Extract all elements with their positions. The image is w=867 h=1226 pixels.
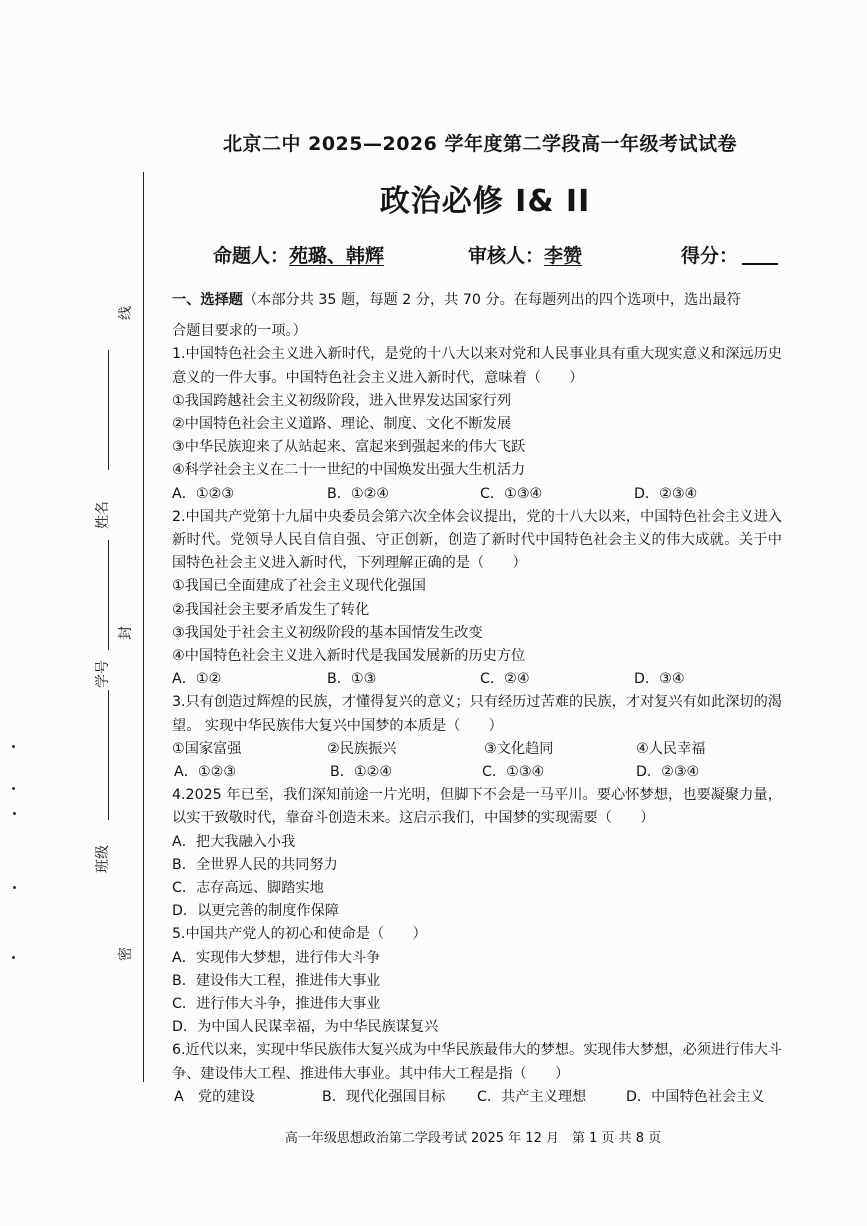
option-d[interactable]: D．中国特色社会主义 [626,1088,765,1105]
statement: ①我国已全面建成了社会主义现代化强国 [172,578,426,595]
statement: ②中国特色社会主义道路、理论、制度、文化不断发展 [172,416,512,433]
option-d[interactable]: D．③④ [634,671,685,688]
option-b[interactable]: B．现代化强国目标 [322,1088,446,1105]
exam-meta-row [213,241,777,271]
question-stem: 2.中国共产党第十九届中央委员会第六次全体会议提出，党的十八大以来，中国特色社会主义进入新时代。党领导人民自信自强、守正创新，创造了新时代中国特色社会主义的伟大成就。关于中国特色社会主义进入新时代，下列理解正确的是（ ） [172,508,782,572]
option-c[interactable]: C．①③④ [480,485,543,502]
option-d[interactable]: D．②③④ [636,764,700,781]
statement: ③文化趋同 [484,740,554,757]
statement: ②我国社会主要矛盾发生了转化 [172,601,370,618]
option-a[interactable]: A．①②③ [174,764,237,781]
name-underline [108,350,109,470]
statement: ④人民幸福 [636,740,706,757]
option-a[interactable]: A．①②③ [172,485,235,502]
question-stem: 1.中国特色社会主义进入新时代，是党的十八大以来对党和人民事业具有重大现实意义和深远历史意义的一件大事。中国特色社会主义进入新时代，意味着（ ） [172,346,782,386]
question-stem: 5.中国共产党人的初心和使命是（ ） [172,926,427,943]
setter-label: 命题人： [213,245,290,267]
statement: ③我国处于社会主义初级阶段的基本国情发生改变 [172,624,483,641]
margin-dot [13,886,16,889]
subject-title: 政治必修 I& II [379,184,591,219]
question-content [172,289,782,1109]
section-heading [172,289,782,312]
margin-dot [12,745,15,748]
option-a[interactable]: A．①② [172,671,222,688]
score-info [681,241,778,268]
setter-info [213,241,384,268]
option-b[interactable]: B．①②④ [327,485,390,502]
question-stem: 6.近代以来，实现中华民族伟大复兴成为中华民族最伟大的梦想。实现伟大梦想，必须进行伟大斗争、建设伟大工程、推进伟大事业。其中伟大工程是指（ ） [172,1042,782,1082]
statement: ④科学社会主义在二十一世纪的中国焕发出强大生机活力 [172,462,526,479]
question-stem: 3.只有创造过辉煌的民族，才懂得复兴的意义；只有经历过苦难的民族，才对复兴有如此深切的渴望。 实现中华民族伟大复兴中国梦的本质是（ ） [172,694,782,734]
option-a[interactable]: A 党的建设 [174,1088,255,1105]
class-label: 班级 [95,845,111,873]
margin-dot [12,956,15,959]
class-underline [108,690,109,820]
page-footer: 高一年级思想政治第二学段考试 2025 年 12 月 第 1 页 共 8 页 [284,1131,662,1146]
setter-names: 苑璐、韩辉 [289,245,385,267]
student-id-underline [108,540,109,650]
margin-dot [13,812,16,815]
option-d[interactable]: D．以更完善的制度作保障 [172,903,339,920]
statement: ①我国跨越社会主义初级阶段，进入世界发达国家行列 [172,392,512,409]
statement: ③中华民族迎来了从站起来、富起来到强起来的伟大飞跃 [172,439,526,456]
option-c[interactable]: C．进行伟大斗争，推进伟大事业 [172,996,381,1013]
option-c[interactable]: C．②④ [480,671,530,688]
option-b[interactable]: B．建设伟大工程，推进伟大事业 [172,972,381,989]
seal-mark: 封 [118,626,134,640]
score-blank[interactable] [742,243,778,265]
option-b[interactable]: B．全世界人民的共同努力 [172,856,338,873]
reviewer-label: 审核人： [468,245,545,267]
option-d[interactable]: D．②③④ [634,485,698,502]
school-title: 北京二中 2025—2026 学年度第二学段高一年级考试试卷 [223,133,737,155]
section-instructions-2: 合题目要求的一项。） [172,323,307,340]
section-instructions-1: （本部分共 35 题，每题 2 分，共 70 分。在每题列出的四个选项中，选出最符 [242,292,741,308]
secret-mark: 密 [118,947,134,961]
line-mark: 线 [118,306,134,320]
option-a[interactable]: A．把大我融入小我 [172,833,296,850]
reviewer-name: 李赞 [544,245,583,267]
option-c[interactable]: C．志存高远、脚踏实地 [172,880,324,897]
option-c[interactable]: C．①③④ [482,764,545,781]
option-row [172,668,782,691]
statement: ②民族振兴 [327,740,397,757]
option-row [172,761,782,784]
binding-line [143,172,144,1082]
reviewer-info [468,241,582,268]
statement: ④中国特色社会主义进入新时代是我国发展新的历史方位 [172,648,526,665]
option-a[interactable]: A．实现伟大梦想，进行伟大斗争 [172,949,381,966]
option-row [172,483,782,506]
section-title: 一、选择题 [172,292,243,308]
option-b[interactable]: B．①②④ [330,764,393,781]
option-b[interactable]: B．①③ [327,671,377,688]
question-stem: 4.2025 年已至，我们深知前途一片光明，但脚下不会是一马平川。要心怀梦想，也要凝聚力量，以实干致敬时代，靠奋斗创造未来。这启示我们，中国梦的实现需要（ ） [172,787,782,827]
option-c[interactable]: C．共产主义理想 [477,1088,587,1105]
name-label: 姓名 [95,501,111,529]
score-label: 得分： [681,245,739,267]
option-row [172,1086,782,1109]
margin-dot [12,787,15,790]
option-d[interactable]: D．为中国人民谋幸福，为中华民族谋复兴 [172,1019,439,1036]
statement: ①国家富强 [172,740,242,757]
student-id-label: 学号 [95,660,111,688]
statement-row [172,738,782,761]
